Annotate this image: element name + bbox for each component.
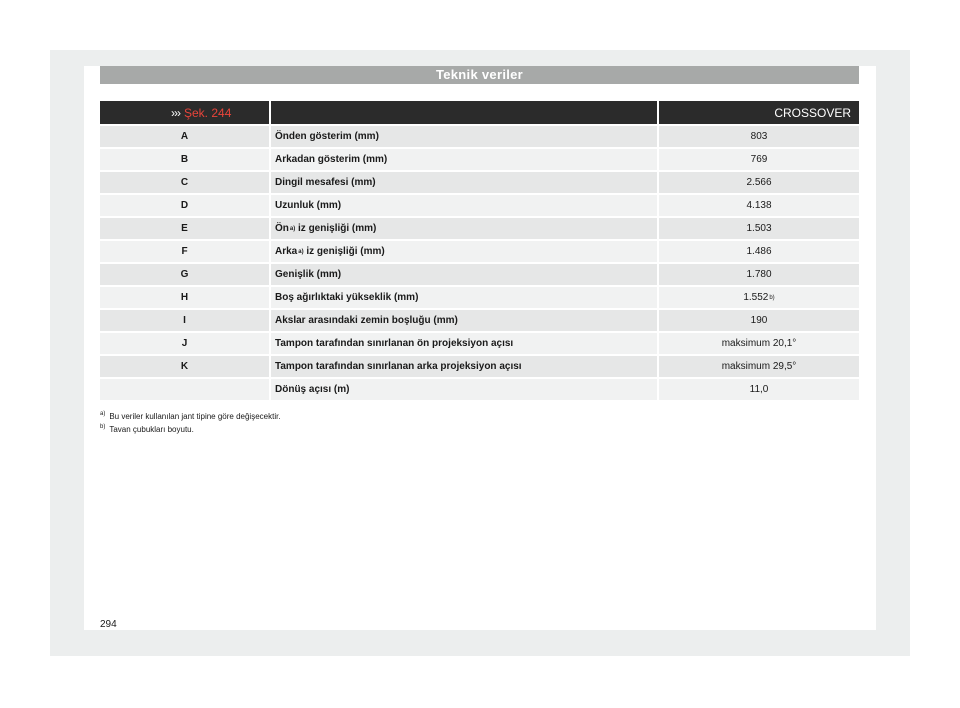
row-value <box>659 356 859 377</box>
table-row <box>100 379 859 400</box>
row-value <box>659 126 859 147</box>
row-value-text: 190 <box>750 315 768 326</box>
row-code: F <box>100 241 269 262</box>
row-code: B <box>100 149 269 170</box>
table-row <box>100 126 859 147</box>
row-code: I <box>100 310 269 331</box>
tech-data-table <box>100 101 859 402</box>
row-label-text: Tampon tarafından sınırlanan arka projeksiyon açısı <box>275 361 522 372</box>
row-label-text: Akslar arasındaki zemin boşluğu (mm) <box>275 315 458 326</box>
table-row <box>100 264 859 285</box>
row-label-text: Dingil mesafesi (mm) <box>275 177 376 188</box>
row-code: C <box>100 172 269 193</box>
row-value-text: 1.486 <box>746 246 772 257</box>
row-label <box>271 356 657 377</box>
row-code: G <box>100 264 269 285</box>
row-label-text: Dönüş açısı (m) <box>275 384 350 395</box>
row-code: A <box>100 126 269 147</box>
table-row <box>100 287 859 308</box>
row-value <box>659 172 859 193</box>
header-empty-cell <box>271 101 657 124</box>
table-row <box>100 310 859 331</box>
footnote-text: Tavan çubukları boyutu. <box>109 425 194 434</box>
row-value-text: 1.552 <box>743 292 769 303</box>
row-label <box>271 195 657 216</box>
row-label-text: Tampon tarafından sınırlanan ön projeksiyon açısı <box>275 338 514 349</box>
row-label-text: Ön <box>275 223 289 234</box>
table-row <box>100 356 859 377</box>
table-row <box>100 195 859 216</box>
table-row <box>100 149 859 170</box>
row-value <box>659 333 859 354</box>
reference-arrows-icon: ››› <box>171 105 180 120</box>
row-value-text: maksimum 29,5° <box>721 361 797 372</box>
footnote-mark: a) <box>100 411 106 418</box>
row-code: K <box>100 356 269 377</box>
row-label-text: Boş ağırlıktaki yükseklik (mm) <box>275 292 419 303</box>
row-value-text: 1.503 <box>746 223 772 234</box>
row-label-rest: iz genişliği (mm) <box>303 246 385 257</box>
row-value-text: 11,0 <box>749 384 769 395</box>
footnote-b <box>100 423 281 436</box>
page-number: 294 <box>100 619 117 630</box>
row-value <box>659 379 859 400</box>
row-label <box>271 149 657 170</box>
table-body <box>100 126 859 400</box>
row-label <box>271 126 657 147</box>
row-value <box>659 264 859 285</box>
reference-cell <box>100 101 269 124</box>
figure-reference-link[interactable]: Şek. 244 <box>184 105 232 120</box>
row-code <box>100 379 269 400</box>
row-code: H <box>100 287 269 308</box>
row-value <box>659 195 859 216</box>
row-value <box>659 310 859 331</box>
row-label-rest: iz genişliği (mm) <box>295 223 377 234</box>
row-label: Arka a) iz genişliği (mm) <box>271 241 657 262</box>
row-value-text: 1.780 <box>746 269 772 280</box>
row-label-text: Arka <box>275 246 298 257</box>
row-label <box>271 333 657 354</box>
table-row <box>100 218 859 239</box>
row-code: E <box>100 218 269 239</box>
table-row <box>100 333 859 354</box>
row-label-text: Arkadan gösterim (mm) <box>275 154 388 165</box>
table-row <box>100 241 859 262</box>
row-code: J <box>100 333 269 354</box>
footnote-a <box>100 410 281 423</box>
row-label <box>271 287 657 308</box>
row-value-text: 803 <box>750 131 768 142</box>
row-value <box>659 241 859 262</box>
row-value-text: 2.566 <box>746 177 772 188</box>
row-label: Ön a) iz genişliği (mm) <box>271 218 657 239</box>
footnote-text: Bu veriler kullanılan jant tipine göre değişecektir. <box>109 412 281 421</box>
row-value: 1.552 b) <box>659 287 859 308</box>
row-value-text: 769 <box>750 154 768 165</box>
row-value <box>659 218 859 239</box>
section-title: Teknik veriler <box>100 66 859 84</box>
row-code: D <box>100 195 269 216</box>
table-row <box>100 172 859 193</box>
row-label <box>271 172 657 193</box>
column-header-crossover: CROSSOVER <box>659 101 859 124</box>
table-header-row <box>100 101 859 124</box>
row-label <box>271 310 657 331</box>
row-label-text: Genişlik (mm) <box>275 269 342 280</box>
row-value-text: maksimum 20,1° <box>721 338 797 349</box>
row-label <box>271 264 657 285</box>
row-label <box>271 379 657 400</box>
row-label-text: Önden gösterim (mm) <box>275 131 379 142</box>
row-value-text: 4.138 <box>746 200 772 211</box>
row-label-text: Uzunluk (mm) <box>275 200 342 211</box>
footnotes <box>100 410 281 436</box>
row-value <box>659 149 859 170</box>
footnote-mark: b) <box>100 424 106 431</box>
